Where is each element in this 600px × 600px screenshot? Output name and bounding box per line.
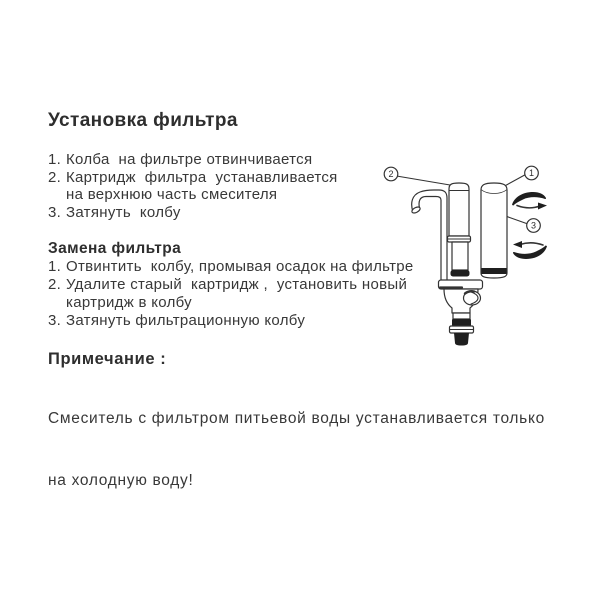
step-number: 3.: [48, 203, 62, 221]
note-line: на холодную воду!: [48, 471, 194, 489]
svg-text:2: 2: [388, 169, 394, 180]
note-body: [48, 368, 545, 532]
cartridge-lower-tube: [452, 242, 468, 270]
step-text: Затянуть фильтрационную колбу: [66, 312, 306, 329]
callout-1: [525, 166, 539, 180]
note-heading: Примечание :: [48, 350, 167, 368]
step-number: 2.: [48, 276, 62, 293]
list-item-continuation: [48, 294, 414, 312]
svg-text:3: 3: [530, 220, 537, 231]
step-number: 1.: [48, 151, 62, 168]
list-item: [48, 258, 414, 276]
valve-neck: [453, 313, 470, 319]
filter-diagram: [380, 145, 565, 360]
unscrew-rotation-arrow-icon: [512, 192, 547, 210]
step-text: Удалите старый картридж , установить новый: [66, 276, 408, 293]
faucet-spout: [412, 190, 447, 281]
page-title: Установка фильтра: [48, 110, 238, 131]
step-text: Затянуть колбу: [66, 203, 181, 221]
step-text: Колба на фильтре отвинчивается: [66, 151, 313, 168]
outlet-tip: [454, 333, 469, 346]
replace-steps-list: [48, 258, 414, 330]
list-item: [48, 151, 338, 169]
tighten-rotation-arrow-icon: [513, 241, 547, 259]
o-ring: [451, 270, 470, 277]
filter-flask: [481, 183, 507, 278]
svg-text:1: 1: [528, 168, 535, 179]
list-item: [48, 276, 414, 294]
callout-line: [397, 176, 451, 185]
flask-bottom-band: [482, 268, 507, 274]
list-item: [48, 312, 414, 330]
list-item: [48, 204, 338, 222]
step-text: Отвинтить колбу, промывая осадок на фильтре: [66, 258, 414, 275]
step-number: 2.: [48, 168, 62, 186]
thread-section: [452, 319, 471, 326]
step-number: 1.: [48, 258, 62, 275]
callout-3: [527, 219, 541, 233]
step-text: Картридж фильтра устанавливается: [66, 168, 338, 186]
note-line: Смеситель с фильтром питьевой воды устанавливается только: [48, 410, 545, 427]
install-steps-list: [48, 151, 338, 221]
step-number: 3.: [48, 312, 62, 329]
callout-2: [384, 167, 398, 181]
step-text: на верхнюю часть смесителя: [66, 186, 278, 203]
list-item: [48, 169, 338, 187]
replace-section-heading: Замена фильтра: [48, 240, 182, 257]
step-text: картридж в колбу: [66, 294, 192, 311]
list-item-continuation: [48, 186, 338, 204]
